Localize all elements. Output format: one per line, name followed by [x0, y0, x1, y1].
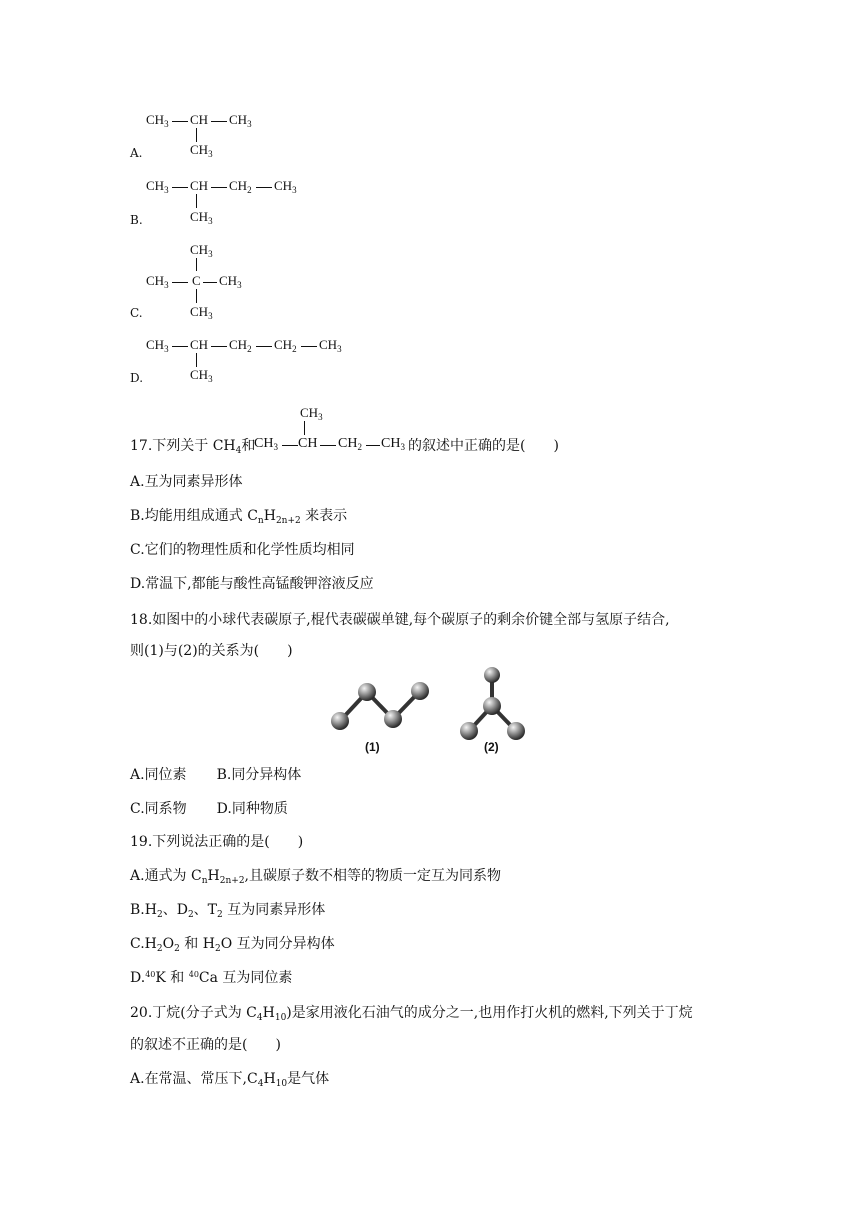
q17-option-c: C.它们的物理性质和化学性质均相同	[130, 542, 355, 558]
q18-stem-line1: 18.如图中的小球代表碳原子,棍代表碳碳单键,每个碳原子的剩余价键全部与氢原子结合,	[130, 612, 670, 628]
q16-a-structure: $CH_3$	[146, 112, 169, 129]
molecule-2	[460, 667, 525, 740]
q17-branch-methyl: $CH_3$	[300, 405, 323, 422]
q17-option-b: B.均能用组成通式 $C_nH_{2n+2}$ 来表示	[130, 508, 348, 526]
figure-label-1: (1)	[365, 740, 380, 754]
q17-structure: $CH_3$	[254, 436, 278, 452]
q18-stem-line2: 则(1)与(2)的关系为( )	[130, 643, 293, 659]
option-letter: C.	[130, 306, 143, 320]
q20-stem-line1: 20.丁烷(分子式为 $C_4H_{10}$)是家用液化石油气的成分之一,也用作打火机的燃料,下列关于丁烷	[130, 1005, 693, 1023]
figure-label-2: (2)	[484, 740, 499, 754]
q17-option-d: D.常温下,都能与酸性高锰酸钾溶液反应	[130, 576, 374, 592]
q18-options-row-2: C.同系物 D.同种物质	[130, 801, 288, 817]
option-letter: A.	[130, 146, 143, 160]
q17-option-a: A.互为同素异形体	[130, 474, 243, 490]
q17-stem-suffix: 的叙述中正确的是( )	[408, 438, 559, 454]
q18-options-row-1: A.同位素 B.同分异构体	[130, 767, 302, 783]
q19-option-a: A.通式为 $C_nH_{2n+2}$,且碳原子数不相等的物质一定互为同系物	[130, 868, 501, 886]
option-letter: B.	[130, 213, 143, 227]
q19-option-b: $B.H_2$、$D_2$、$T_2$ 互为同素异形体	[130, 902, 326, 920]
q19-option-c: $C.H_2O_2$ 和 $H_2O$ 互为同分异构体	[130, 936, 335, 954]
q20-stem-line2: 的叙述不正确的是( )	[130, 1037, 281, 1053]
option-letter: D.	[130, 371, 144, 385]
molecule-1	[331, 682, 429, 730]
q17-stem-prefix: 17.下列关于 $CH_4$和	[130, 438, 256, 456]
bond	[172, 121, 188, 122]
q20-option-a: A.在常温、常压下$,C_4H_{10}$是气体	[130, 1071, 330, 1089]
q19-stem: 19.下列说法正确的是( )	[130, 834, 304, 850]
q19-option-d: D.$^{40}$K 和 $^{40}$Ca 互为同位素	[130, 970, 293, 986]
q18-ball-stick-figure	[320, 660, 550, 760]
